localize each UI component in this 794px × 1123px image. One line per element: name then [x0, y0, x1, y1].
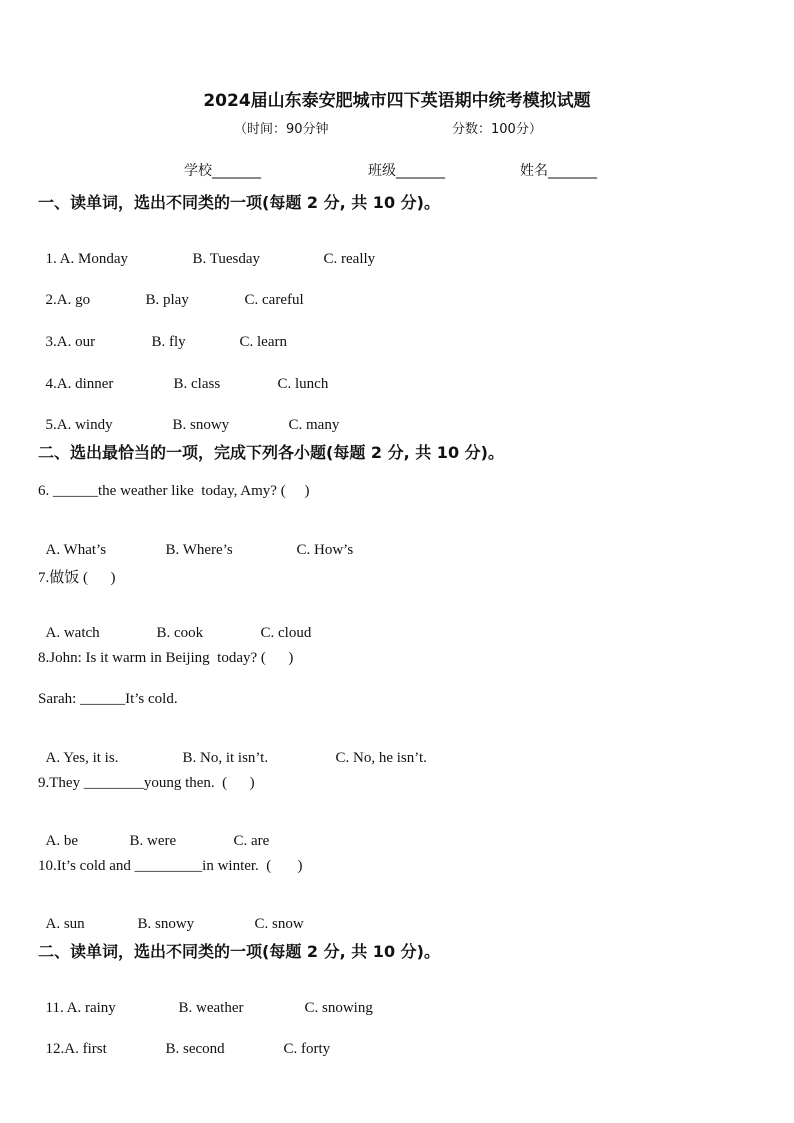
- option-a: 11. A. rainy: [45, 1000, 116, 1016]
- option-b: B. weather: [178, 1000, 244, 1016]
- option-b: B. snowy: [137, 916, 195, 932]
- option-c: C. lunch: [277, 376, 329, 392]
- option-c: C. No, he isn’t.: [335, 750, 427, 766]
- question-10-stem: 10.It’s cold and _________in winter. ( ): [38, 858, 303, 874]
- option-c: C. careful: [244, 292, 304, 308]
- option-b: B. Where’s: [165, 542, 233, 558]
- question-3: [38, 317, 287, 351]
- option-c: C. many: [288, 417, 340, 433]
- question-10-options: [38, 899, 304, 933]
- exam-score: 分数：100分）: [452, 122, 542, 137]
- option-c: C. snow: [254, 916, 304, 932]
- question-4: [38, 359, 328, 393]
- question-6-stem: 6. ______the weather like today, Amy? ( ): [38, 483, 310, 499]
- option-c: C. cloud: [260, 625, 312, 641]
- question-2: [38, 275, 304, 309]
- option-b: B. fly: [151, 334, 186, 350]
- option-a: A. What’s: [45, 542, 107, 558]
- class-field: 班级_______: [368, 163, 445, 179]
- option-c: C. are: [233, 833, 270, 849]
- question-7-options: [38, 608, 311, 642]
- question-9-options: [38, 816, 269, 850]
- option-a: A. sun: [45, 916, 85, 932]
- question-8-options: [38, 733, 427, 767]
- section-heading-2: 二、选出最恰当的一项，完成下列各小题(每题 2 分, 共 10 分)。: [38, 443, 504, 462]
- option-a: A. be: [45, 833, 78, 849]
- option-b: B. cook: [156, 625, 204, 641]
- question-6-options: [38, 525, 353, 559]
- question-8-stem: 8.John: Is it warm in Beijing today? ( ): [38, 650, 294, 666]
- option-b: B. play: [145, 292, 189, 308]
- option-c: C. How’s: [296, 542, 354, 558]
- section-heading-3: 二、读单词，选出不同类的一项(每题 2 分, 共 10 分)。: [38, 942, 440, 961]
- school-field: 学校_______: [184, 163, 261, 179]
- option-b: B. second: [165, 1041, 225, 1057]
- option-b: B. Tuesday: [192, 251, 261, 267]
- question-1: [38, 234, 375, 268]
- question-12: [38, 1024, 330, 1058]
- option-a: 12.A. first: [45, 1041, 107, 1057]
- question-5: [38, 400, 339, 434]
- name-field: 姓名_______: [520, 163, 597, 179]
- option-b: B. class: [173, 376, 221, 392]
- option-a: 1. A. Monday: [45, 251, 128, 267]
- option-b: B. snowy: [172, 417, 230, 433]
- question-8-stem-2: Sarah: ______It’s cold.: [38, 691, 178, 707]
- page-title: 2024届山东泰安肥城市四下英语期中统考模拟试题: [203, 91, 591, 111]
- section-heading-1: 一、读单词，选出不同类的一项(每题 2 分, 共 10 分)。: [38, 193, 440, 212]
- question-11: [38, 983, 373, 1017]
- option-b: B. No, it isn’t.: [182, 750, 269, 766]
- option-b: B. were: [129, 833, 177, 849]
- option-c: C. snowing: [304, 1000, 373, 1016]
- option-a: A. watch: [45, 625, 100, 641]
- option-c: C. really: [323, 251, 376, 267]
- exam-time: （时间：90分钟: [234, 122, 329, 137]
- option-a: 2.A. go: [45, 292, 91, 308]
- option-a: 4.A. dinner: [45, 376, 114, 392]
- question-9-stem: 9.They ________young then. ( ): [38, 775, 255, 791]
- question-7-stem: 7.做饭 ( ): [38, 570, 116, 586]
- option-a: 3.A. our: [45, 334, 96, 350]
- option-c: C. learn: [239, 334, 287, 350]
- option-c: C. forty: [283, 1041, 331, 1057]
- option-a: A. Yes, it is.: [45, 750, 119, 766]
- option-a: 5.A. windy: [45, 417, 113, 433]
